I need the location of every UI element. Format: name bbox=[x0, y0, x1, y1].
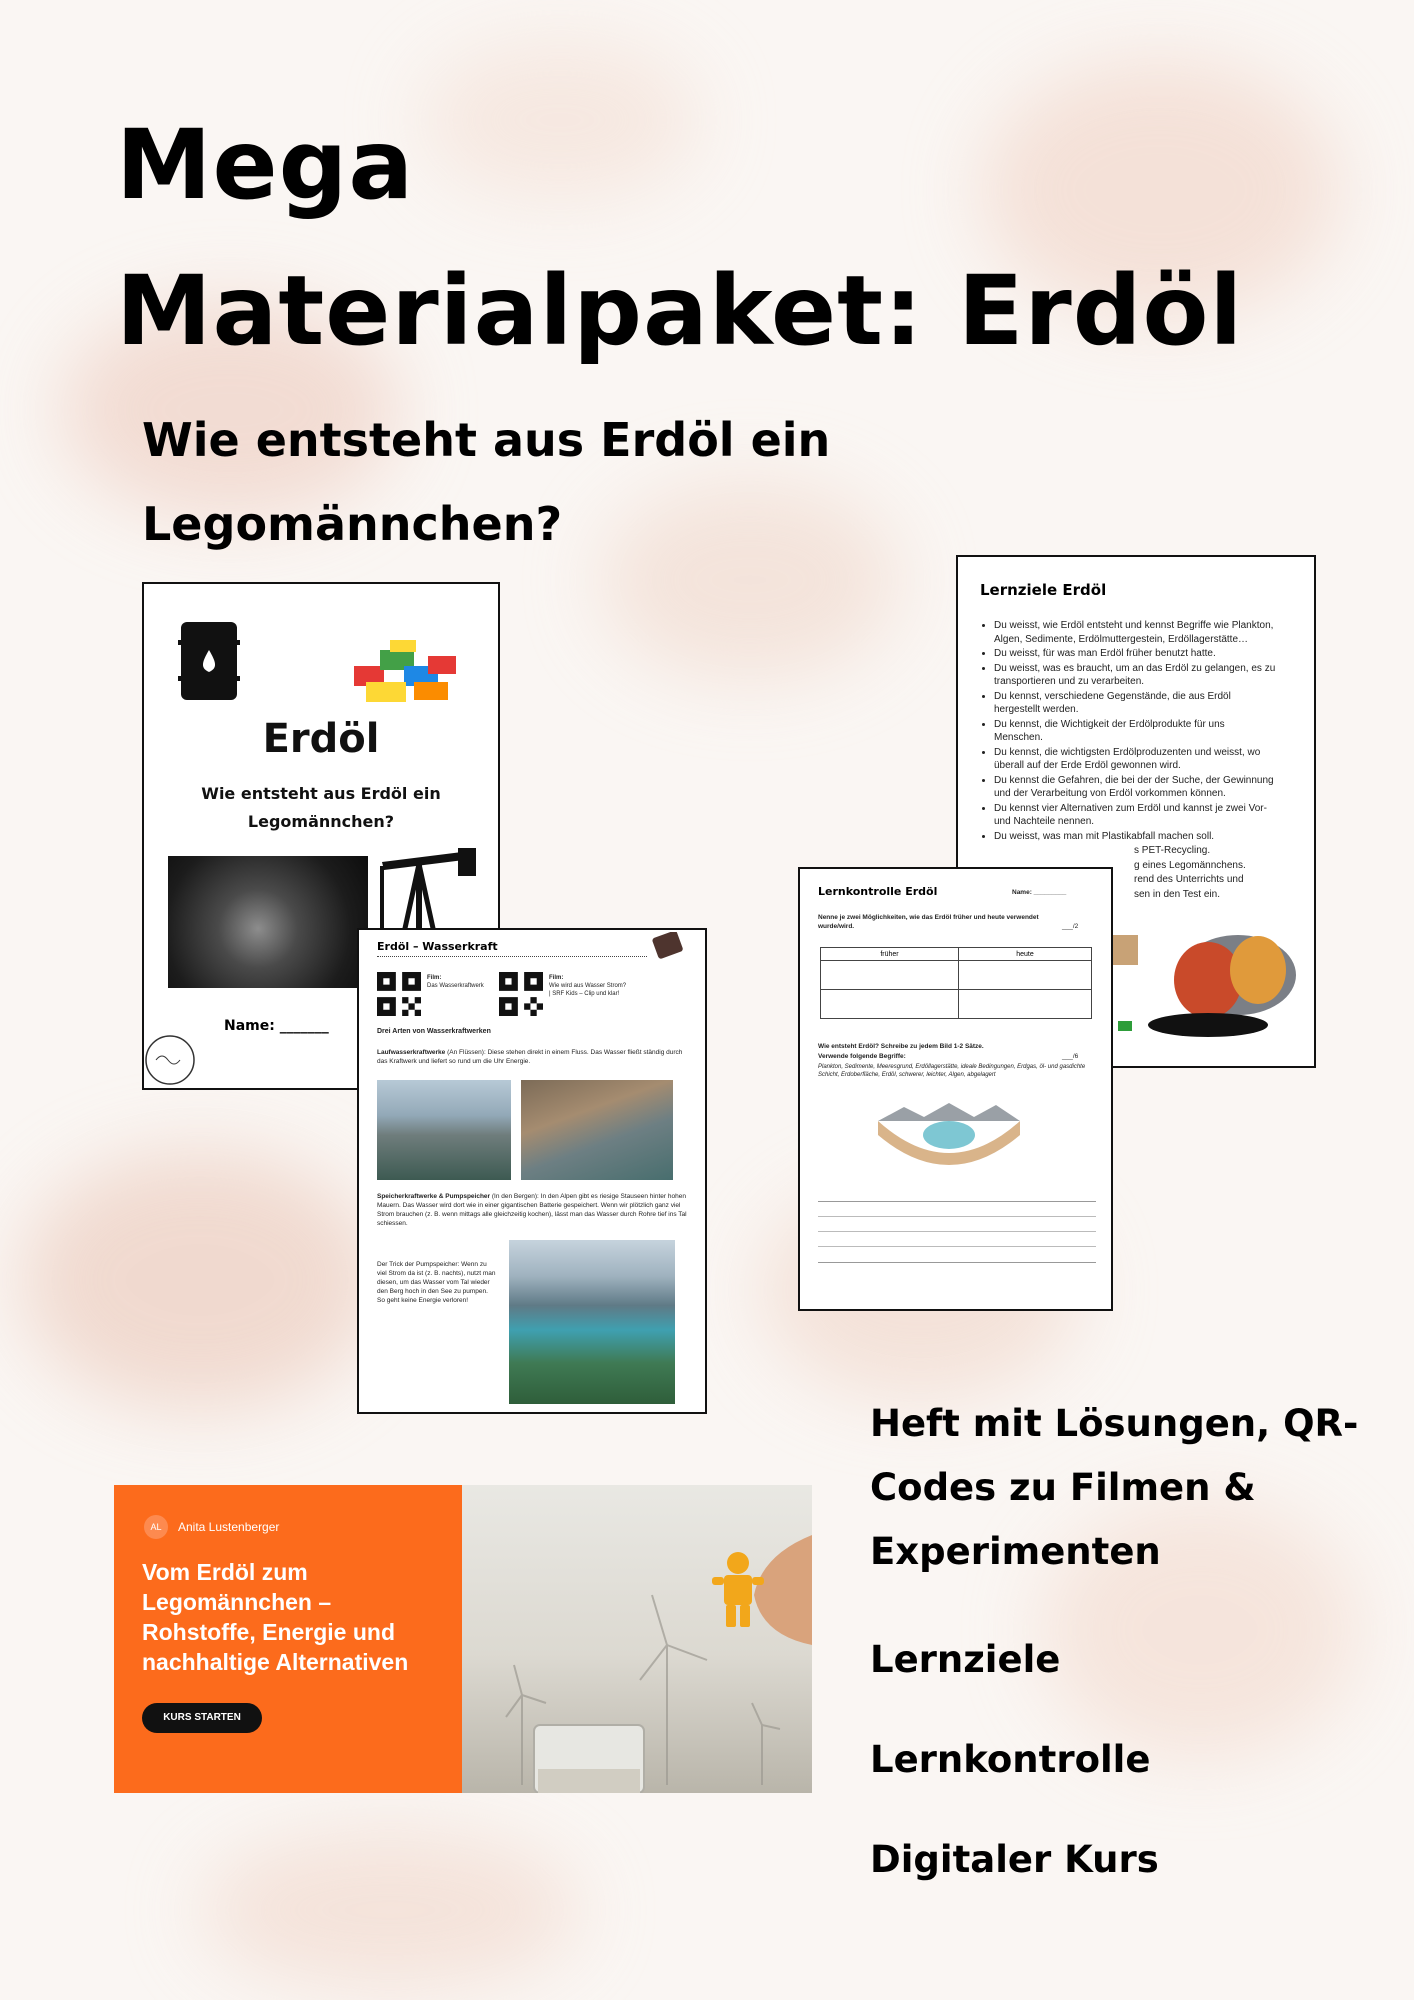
list-item: • Du weisst, was es braucht, um an das Erdöl zu gelangen, es zu transportieren und zu verarbeiten. bbox=[994, 662, 1276, 689]
table-cell bbox=[958, 990, 1091, 1019]
qr-code-icon bbox=[499, 972, 543, 1016]
start-course-button[interactable]: KURS STARTEN bbox=[142, 1703, 262, 1733]
question-2-terms: Plankton, Sedimente, Meeresgrund, Erdöllagerstätte, ideale Bedingungen, Erdgas, öl- und gasdichte Schicht, Erdoberfläche, Erdöl, schwerer, leichter, Algen, abgelagert bbox=[818, 1064, 1086, 1078]
feature-1-line-2: Codes zu Filmen & bbox=[870, 1466, 1256, 1509]
qr-code-icon bbox=[377, 972, 421, 1016]
list-item: • Du kennst vier Alternativen zum Erdöl und kannst je zwei Vor- und Nachteile nennen. bbox=[994, 802, 1276, 829]
feature-digital-course: Digitaler Kurs bbox=[870, 1838, 1159, 1881]
list-item: rend des Unterrichts und bbox=[1134, 874, 1244, 885]
cover-name-field: Name: _______ bbox=[224, 1018, 329, 1034]
list-item: • Du kennst, die wichtigsten Erdölproduzenten und weisst, wo überall auf der Erde Erdöl gewonnen wird. bbox=[994, 746, 1276, 773]
oil-formation-illustration bbox=[874, 1095, 1024, 1175]
cover-subtitle-line-1: Wie entsteht aus Erdöl ein bbox=[201, 784, 441, 803]
para2-text: (In den Bergen): In den Alpen gibt es riesige Stauseen hinter hohen Mauern. Das Wasser wird dort wie in einer gigantischen Batterie gespeichert. Wenn wir plötzlich ganz viel Strom brauchen (z. B. wenn mittags alle gleichzeitig kochen), lässt man das Wasser durch Rohre tief ins Tal schiessen. bbox=[377, 1193, 687, 1227]
author-avatar: AL bbox=[144, 1515, 168, 1539]
course-title-line-1: Vom Erdöl zum bbox=[142, 1559, 308, 1585]
para1-text: (An Flüssen): Diese stehen direkt in einem Fluss. Das Wasser fließt ständig durch das Kraftwerk und liefert so rund um die Uhr Energie. bbox=[377, 1049, 683, 1065]
subtitle-line-1: Wie entsteht aus Erdöl ein bbox=[142, 413, 831, 467]
course-banner-panel bbox=[114, 1485, 462, 1793]
qr2-label: Film: bbox=[549, 975, 564, 981]
hydropower-sheet-preview bbox=[357, 928, 707, 1414]
course-title-line-2: Legomännchen – bbox=[142, 1589, 332, 1615]
question-2-points: ___/6 bbox=[1062, 1053, 1079, 1060]
feature-1-line-3: Experimenten bbox=[870, 1530, 1161, 1573]
author-name: Anita Lustenberger bbox=[178, 1520, 280, 1534]
list-item: • Du kennst, die Wichtigkeit der Erdölprodukte für uns Menschen. bbox=[994, 718, 1276, 745]
para1-bold: Laufwasserkraftwerke bbox=[377, 1049, 446, 1056]
test-title: Lernkontrolle Erdöl bbox=[818, 885, 938, 898]
cover-title: Erdöl bbox=[262, 716, 380, 762]
course-photo bbox=[462, 1485, 812, 1793]
list-item: • Du weisst, was man mit Plastikabfall machen soll. bbox=[994, 830, 1276, 844]
cover-subtitle-line-2: Legomännchen? bbox=[247, 812, 395, 831]
subtitle-line-2: Legomännchen? bbox=[142, 497, 563, 551]
oil-barrel-icon bbox=[178, 618, 240, 704]
question-1-points: ___/2 bbox=[1062, 923, 1079, 930]
list-item: • Du weisst, wie Erdöl entsteht und kennst Begriffe wie Plankton, Algen, Sedimente, Erdölmuttergestein, Erdöllagerstätte… bbox=[994, 619, 1276, 646]
learning-goals-title: Lernziele Erdöl bbox=[980, 581, 1107, 599]
title-line-2: Materialpaket: Erdöl bbox=[116, 255, 1244, 367]
para3-text: Der Trick der Pumpspeicher: Wenn zu viel Strom da ist (z. B. nachts), nutzt man diesen, um das Wasser vom Tal wieder den Berg hoch in den See zu pumpen. So geht keine Energie verloren! bbox=[377, 1261, 496, 1304]
qr1-label: Film: bbox=[427, 975, 442, 981]
list-item: s PET-Recycling. bbox=[1134, 845, 1211, 856]
dam-aerial-photo bbox=[521, 1080, 673, 1180]
list-item: • Du kennst, verschiedene Gegenstände, die aus Erdöl hergestellt werden. bbox=[994, 690, 1276, 717]
question-1: Nenne je zwei Möglichkeiten, wie das Erdöl früher und heute verwendet wurde/wird. bbox=[818, 914, 1039, 930]
course-banner[interactable] bbox=[114, 1485, 812, 1793]
title-line-1: Mega bbox=[116, 109, 415, 221]
lego-bricks-icon bbox=[344, 636, 464, 710]
page-title bbox=[116, 92, 1243, 384]
course-title-line-4: nachhaltige Alternativen bbox=[142, 1649, 409, 1675]
test-name-field: Name: _________ bbox=[1012, 889, 1067, 896]
list-item: g eines Legomännchens. bbox=[1134, 859, 1246, 871]
page-subtitle bbox=[142, 398, 902, 566]
answer-table bbox=[820, 947, 1092, 1019]
dam-photo bbox=[377, 1080, 511, 1180]
table-cell bbox=[958, 961, 1091, 990]
feature-solutions-booklet bbox=[870, 1392, 1358, 1584]
list-item: • Du weisst, für was man Erdöl früher benutzt hatte. bbox=[994, 647, 1276, 661]
qr2-text: Wie wird aus Wasser Strom? | SRF Kids – Clip und klar! bbox=[549, 983, 627, 997]
hydropower-title: Erdöl – Wasserkraft bbox=[377, 940, 498, 953]
para2-bold: Speicherkraftwerke & Pumpspeicher bbox=[377, 1193, 491, 1200]
feature-1-line-1: Heft mit Lösungen, QR- bbox=[870, 1402, 1359, 1445]
course-title-line-3: Rohstoffe, Energie und bbox=[142, 1619, 395, 1645]
question-2-terms-label: Verwende folgende Begriffe: bbox=[818, 1053, 906, 1060]
wind-turbines-illustration bbox=[462, 1485, 812, 1793]
column-today: heute bbox=[958, 948, 1091, 961]
alpine-reservoir-photo bbox=[509, 1240, 675, 1404]
feature-test: Lernkontrolle bbox=[870, 1738, 1151, 1781]
list-item: sen in den Test ein. bbox=[1134, 888, 1220, 900]
oil-pump-icon bbox=[372, 842, 482, 942]
table-cell bbox=[821, 961, 959, 990]
learning-goals-list bbox=[976, 619, 1276, 901]
list-item: • Du kennst die Gefahren, die bei der der Suche, der Gewinnung und der Verarbeitung von Erdöl vorkommen können. bbox=[994, 774, 1276, 801]
oil-barrel-icon bbox=[647, 932, 687, 962]
oil-hand-photo bbox=[168, 856, 368, 988]
feature-learning-goals: Lernziele bbox=[870, 1638, 1061, 1681]
column-before: früher bbox=[821, 948, 959, 961]
course-title bbox=[142, 1557, 452, 1677]
qr1-text: Das Wasserkraftwerk bbox=[427, 983, 484, 989]
test-sheet-preview bbox=[798, 867, 1113, 1311]
author-stamp-icon bbox=[144, 1034, 196, 1086]
hydropower-section-heading: Drei Arten von Wasserkraftwerken bbox=[377, 1028, 491, 1035]
table-cell bbox=[821, 990, 959, 1019]
oil-barrels-illustration bbox=[1108, 925, 1308, 1045]
question-2: Wie entsteht Erdöl? Schreibe zu jedem Bild 1-2 Sätze. bbox=[818, 1043, 984, 1050]
